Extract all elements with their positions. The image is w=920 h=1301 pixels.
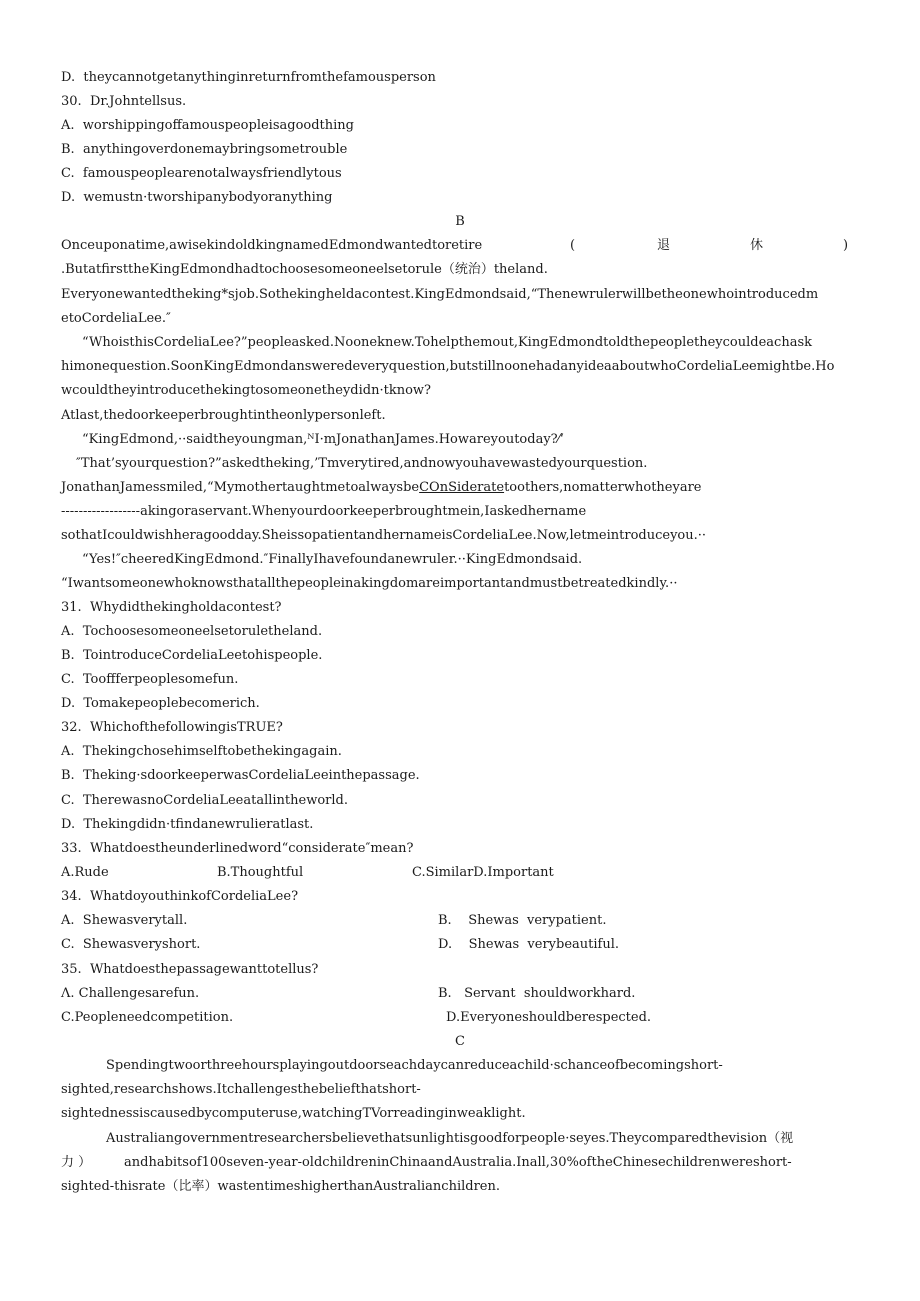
section-c-heading: C <box>455 1034 465 1049</box>
c-p2-line3: sighted-thisrate（比率）wastentimeshigherthanAustralianchildren. <box>61 1179 500 1194</box>
b-p1-line1: Onceuponatime,awisekindoldkingnamedEdmondwantedtoretire <box>61 238 483 253</box>
b-p2-line2: himonequestion.SoonKingEdmondansweredeveryquestion,butstillnoonehadanyideaaboutwhoCordeliaLeemightbe.Ho <box>61 359 835 374</box>
q34-option-a: A. Shewasverytall. <box>61 913 188 928</box>
q32-option-c: C. TherewasnoCordeliaLeeatallintheworld. <box>61 793 349 808</box>
b-p7: “Yes!″cheeredKingEdmond.″FinallyIhavefoundanewruler.··KingEdmondsaid. <box>82 552 583 567</box>
b-p8: “Iwantsomeonewhoknowsthatallthepeopleinakingdomareimportantandmustbetreatedkindly.·· <box>61 576 678 591</box>
q32-option-b: B. Theking·sdoorkeeperwasCordeliaLeeinthepassage. <box>61 768 420 783</box>
q35-option-a: Λ. Challengesarefun. <box>61 986 200 1001</box>
q33-option-a: A.Rude <box>61 865 109 880</box>
q30-stem: 30. Dr.Johntellsus. <box>61 94 187 109</box>
c-p1-line1: Spendingtwoorthreehoursplayingoutdoorseachdaycanreduceachild·schanceofbecomingshort- <box>106 1058 723 1073</box>
b-p6-line3: sothatIcouldwishheragoodday.SheissopatientandhernameisCordeliaLee.Now,letmeintroduceyou.·· <box>61 528 707 543</box>
b-p6-line2: ------------------akingoraservant.Whenyourdoorkeeperbroughtmein,Iaskedhername <box>61 504 587 519</box>
q32-option-a: A. Thekingchosehimselftobethekingagain. <box>61 744 342 759</box>
b-p5: ″That’syourquestion?”askedtheking,’Tmverytired,andnowyouhavewastedyourquestion. <box>76 456 648 471</box>
q34-stem: 34. WhatdoyouthinkofCordeliaLee? <box>61 889 299 904</box>
q35-option-c: C.Peopleneedcompetition. <box>61 1010 234 1025</box>
q34-option-d: D. Shewas verybeautiful. <box>438 937 619 952</box>
q35-stem: 35. Whatdoesthepassagewanttotellus? <box>61 962 319 977</box>
c-p2-line2-start: 力 ） <box>61 1155 92 1170</box>
q30-option-a: A. worshippingoffamouspeopleisagoodthing <box>61 118 355 133</box>
c-p1-line2: sighted,researchshows.Itchallengesthebeliefthatshort- <box>61 1082 421 1097</box>
b-p3: Atlast,thedoorkeeperbroughtintheonlypersonleft. <box>61 408 386 423</box>
q33-option-b: B.Thoughtful <box>217 865 304 880</box>
q31-stem: 31. Whydidthekingholdacontest? <box>61 600 282 615</box>
q29-option-d: D. theycannotgetanythinginreturnfromthefamousperson <box>61 70 436 85</box>
b-p2-line3: wcouldtheyintroducethekingtosomeonetheydidn·tknow? <box>61 383 432 398</box>
c-p2-line1: Australiangovernmentresearchersbelievethatsunlightisgoodforpeople·seyes.Theycomparedthevision（视 <box>106 1131 794 1146</box>
section-b-heading: B <box>455 214 465 229</box>
b-p1-retire-cn-2: 休 <box>750 238 764 253</box>
b-p4: “KingEdmond,··saidtheyoungman,ᴺI·mJonathanJames.Howareyoutoday?⁄ʻ <box>82 432 564 447</box>
q32-option-d: D. Thekingdidn·tfindanewrulieratlast. <box>61 817 314 832</box>
q35-option-b: B. Servant shouldworkhard. <box>438 986 636 1001</box>
c-p1-line3: sightednessiscausedbycomputeruse,watchingTVorreadinginweaklight. <box>61 1106 526 1121</box>
b-p1-retire-cn-1: 退 <box>657 238 671 253</box>
q31-option-c: C. Tooffferpeoplesomefun. <box>61 672 239 687</box>
b-p1-paren-close: ) <box>843 238 849 253</box>
q30-option-d: D. wemustn·tworshipanybodyoranything <box>61 190 333 205</box>
q33-stem: 33. Whatdoestheunderlinedword“considerate″mean? <box>61 841 414 856</box>
q30-option-c: C. famouspeoplearenotalwaysfriendlytous <box>61 166 342 181</box>
q31-option-d: D. Tomakepeoplebecomerich. <box>61 696 260 711</box>
c-p2-line2: andhabitsof100seven-year-oldchildreninChinaandAustralia.Inall,30%oftheChinesechildrenwereshort- <box>124 1155 792 1170</box>
b-p1-line4: etoCordeliaLee.″ <box>61 311 171 326</box>
q35-option-d: D.Everyoneshouldberespected. <box>446 1010 652 1025</box>
b-p6-post: toothers,nomatterwhotheyare <box>504 480 702 495</box>
b-p1-line2: .ButatfirsttheKingEdmondhadtochoosesomeoneelsetorule（统治）theland. <box>61 262 548 277</box>
b-p6-underlined-word: COnSiderate <box>419 480 505 495</box>
q33-option-cd: C.SimilarD.Important <box>412 865 554 880</box>
q30-option-b: B. anythingoverdonemaybringsometrouble <box>61 142 348 157</box>
b-p6-pre: JonathanJamessmiled,“Mymothertaughtmetoalwaysbe <box>61 480 420 495</box>
b-p1-line3: Everyonewantedtheking*sjob.Sothekingheldacontest.KingEdmondsaid,“Thenewrulerwillbetheonewhointroducedm <box>61 287 819 302</box>
q32-stem: 32. WhichofthefollowingisTRUE? <box>61 720 283 735</box>
b-p2-line1: “WhoisthisCordeliaLee?”peopleasked.Nooneknew.Tohelpthemout,KingEdmondtoldthepeopletheycouldeachask <box>82 335 812 350</box>
b-p6-line1 <box>61 480 702 496</box>
q34-option-c: C. Shewasveryshort. <box>61 937 201 952</box>
q31-option-b: B. TointroduceCordeliaLeetohispeople. <box>61 648 323 663</box>
q34-option-b: B. Shewas verypatient. <box>438 913 607 928</box>
q31-option-a: A. Tochoosesomeoneelsetoruletheland. <box>61 624 323 639</box>
b-p1-paren-open: ( <box>570 238 576 253</box>
